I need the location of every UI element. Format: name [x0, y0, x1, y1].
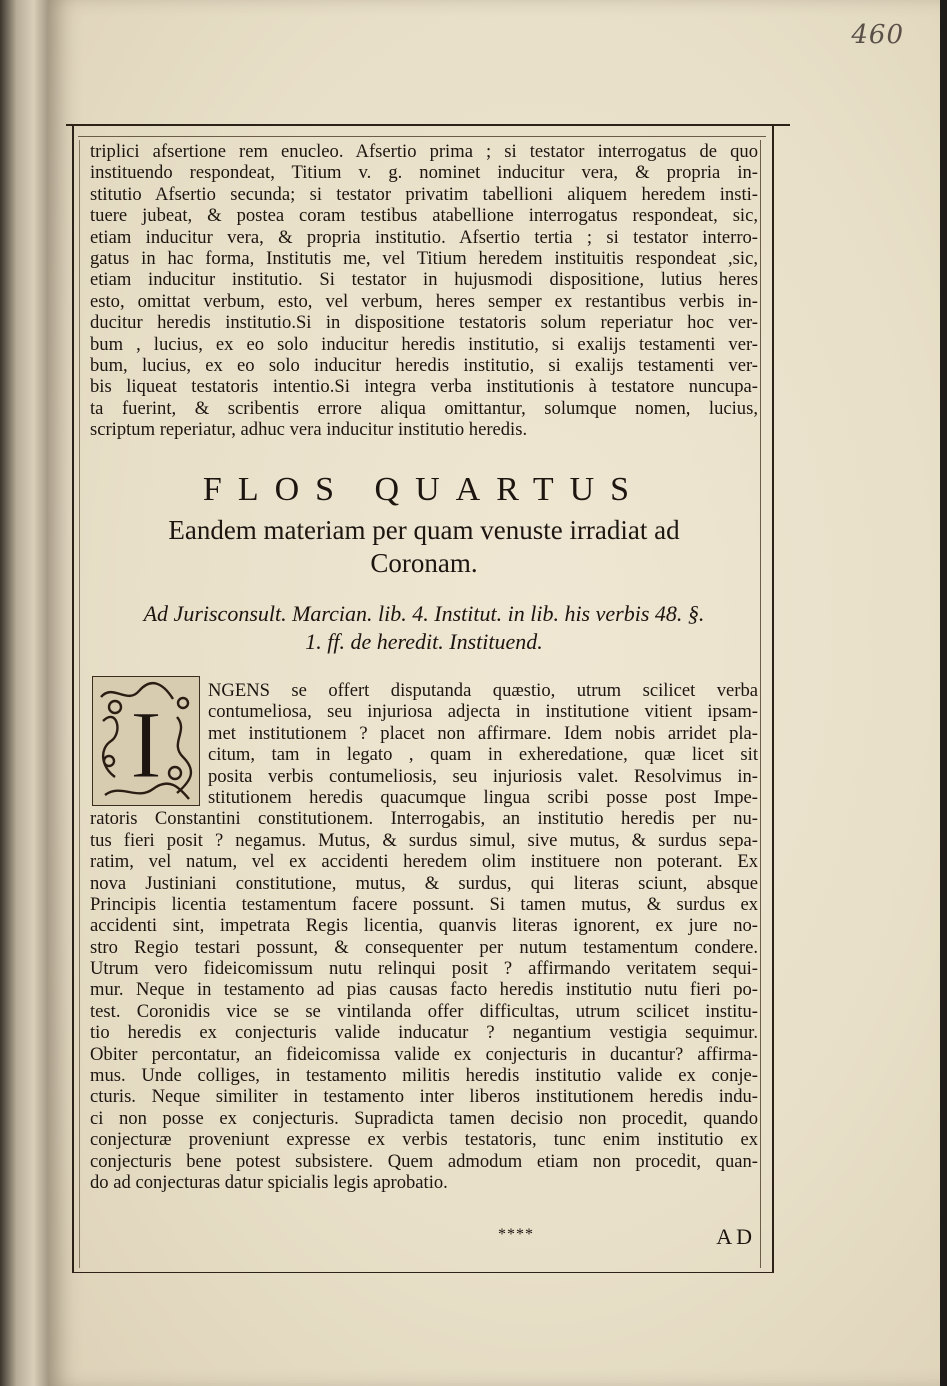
paragraph-one	[90, 141, 758, 440]
folio-number: 460	[851, 20, 904, 50]
text-line: conjecturis bene potest subsistere. Quem admodum etiam non procedit, quan-	[90, 1150, 758, 1172]
text-line: bis liqueat testatoris intentio.Si integra verba institutionis à testatore nuncupa-	[90, 376, 758, 398]
inner-left-rule	[79, 140, 80, 1268]
text-line: ta fuerint, & scribentis errore aliqua omittantur, solumque nomen, lucius,	[90, 397, 758, 419]
text-line: nova Justiniani constitutione, mutus, & surdus, qui literas sciunt, absque	[90, 872, 758, 894]
text-line: triplici afsertione rem enucleo. Afsertio prima ; si testator interrogatus de quo	[90, 141, 758, 162]
text-line: ratoris Constantini constitutionem. Interrogabis, an institutio heredis per nu-	[90, 808, 758, 830]
text-line: ducitur heredis institutio.Si in dispositione testatoris solum reperiatur hoc ver-	[90, 312, 758, 334]
text-line: bum, lucius, ex eo solo inducitur heredis institutio, si exalijs testamenti ver-	[90, 354, 758, 376]
text-line: ci non posse ex conjecturis. Supradicta tamen decisio non procedit, quando	[90, 1107, 758, 1129]
text-line: posita verbis contumeliosis, seu injuriosis valet. Resolvimus in-	[208, 765, 758, 787]
citation-line: 1. ff. de heredit. Instituend.	[305, 629, 543, 654]
citation-line: Ad Jurisconsult. Marcian. lib. 4. Institut. in lib. his verbis 48. §.	[143, 601, 705, 626]
text-line: ratim, vel natum, vel ex accidenti heredem olim instituere non poterant. Ex	[90, 851, 758, 873]
text-line: bum , lucius, ex eo solo inducitur heredis institutio, si exalijs testamenti ver-	[90, 333, 758, 355]
text-line: etiam inducitur institutio. Si testator in hujusmodi dispositione, lutius heres	[90, 269, 758, 291]
text-line: stro Regio testari possunt, & consequenter per nutum testamentum condere.	[90, 936, 758, 958]
text-line: mus. Unde colliges, in testamento militis heredis institutio valide ex conje-	[90, 1065, 758, 1087]
text-line: tuere jubeat, & postea coram testibus atabellione interrogatus respondeat, sic,	[90, 205, 758, 227]
signature-mark: ****	[498, 1226, 534, 1243]
text-line: conjecturæ proveniunt expresse ex verbis testatoris, tunc enim institutio ex	[90, 1129, 758, 1151]
text-line: tus fieri posit ? negamus. Mutus, & surdus simul, sive mutus, & surdus sepa-	[90, 829, 758, 851]
text-line: met institutionem ? placet non affirmare. Idem nobis arridet pla-	[208, 722, 758, 744]
text-line: esto, omittat verbum, esto, vel verbum, heres semper ex restantibus verbis in-	[90, 290, 758, 312]
subheading-line: Coronam.	[370, 548, 478, 578]
text-line: test. Coronidis vice se se vintilanda offer difficultas, utrum scilicet institu-	[90, 1000, 758, 1022]
previous-page-edge	[0, 0, 48, 1386]
text-line: tio heredis ex conjecturis valide inducatur ? negantium vestigia sequimur.	[90, 1022, 758, 1044]
catchword: AD	[716, 1224, 756, 1249]
text-line: do ad conjecturas datur spicialis legis aprobatio.	[90, 1171, 448, 1193]
text-line: NGENS se offert disputanda quæstio, utrum scilicet verba	[208, 680, 758, 701]
text-line: etiam inducitur vera, & propria institutio. Afsertio tertia ; si testator interro-	[90, 226, 758, 248]
text-line: Utrum vero fideicomissum nutu relinqui posit ? affirmando veritatem sequi-	[90, 958, 758, 980]
text-line: stitutio Afsertio secunda; si testator privatim tabellioni aliquem heredem insti-	[90, 183, 758, 205]
inner-right-rule	[760, 140, 761, 1268]
text-line: instituendo respondeat, Titium v. g. nominet inducitur vera, & propria in-	[90, 162, 758, 184]
text-line: Principis licentia testamentum facere possunt. Si tamen mutus, & surdus ex	[90, 893, 758, 915]
citation	[90, 600, 758, 656]
text-line: gatus in hac forma, Institutis me, vel Titium heredem instituitis respondeat ,sic,	[90, 247, 758, 269]
text-line: Obiter percontatur, an fideicomissa valide ex conjecturis in ducantur? affirma-	[90, 1043, 758, 1065]
page-footer	[90, 1224, 758, 1252]
paragraph-two	[90, 680, 758, 1193]
text-line: scriptum reperiatur, adhuc vera inducitur institutio heredis.	[90, 419, 528, 441]
text-line: mur. Neque in testamento ad pias causas facto heredis institutio nutu fieri po-	[90, 979, 758, 1001]
section-heading: FLOS QUARTUS	[202, 471, 646, 508]
subheading-line: Eandem materiam per quam venuste irradiat ad	[168, 515, 680, 545]
dropcap-letter: I	[130, 691, 162, 798]
text-line: accidenti sint, impetrata Regis licentia, quanvis literas ignorent, ex jure no-	[90, 915, 758, 937]
section-subheading	[90, 514, 758, 580]
text-line: stitutionem heredis quacumque lingua scribi posse post Impe-	[208, 786, 758, 808]
text-line: cturis. Neque similiter in testamento inter liberos institutionem heredis indu-	[90, 1086, 758, 1108]
text-line: citum, tam in legato , quam in exheredatione, quæ licet sit	[208, 744, 758, 766]
text-line: contumeliosa, seu injuriosa adjecta in institutione vitient ipsam-	[208, 701, 758, 723]
